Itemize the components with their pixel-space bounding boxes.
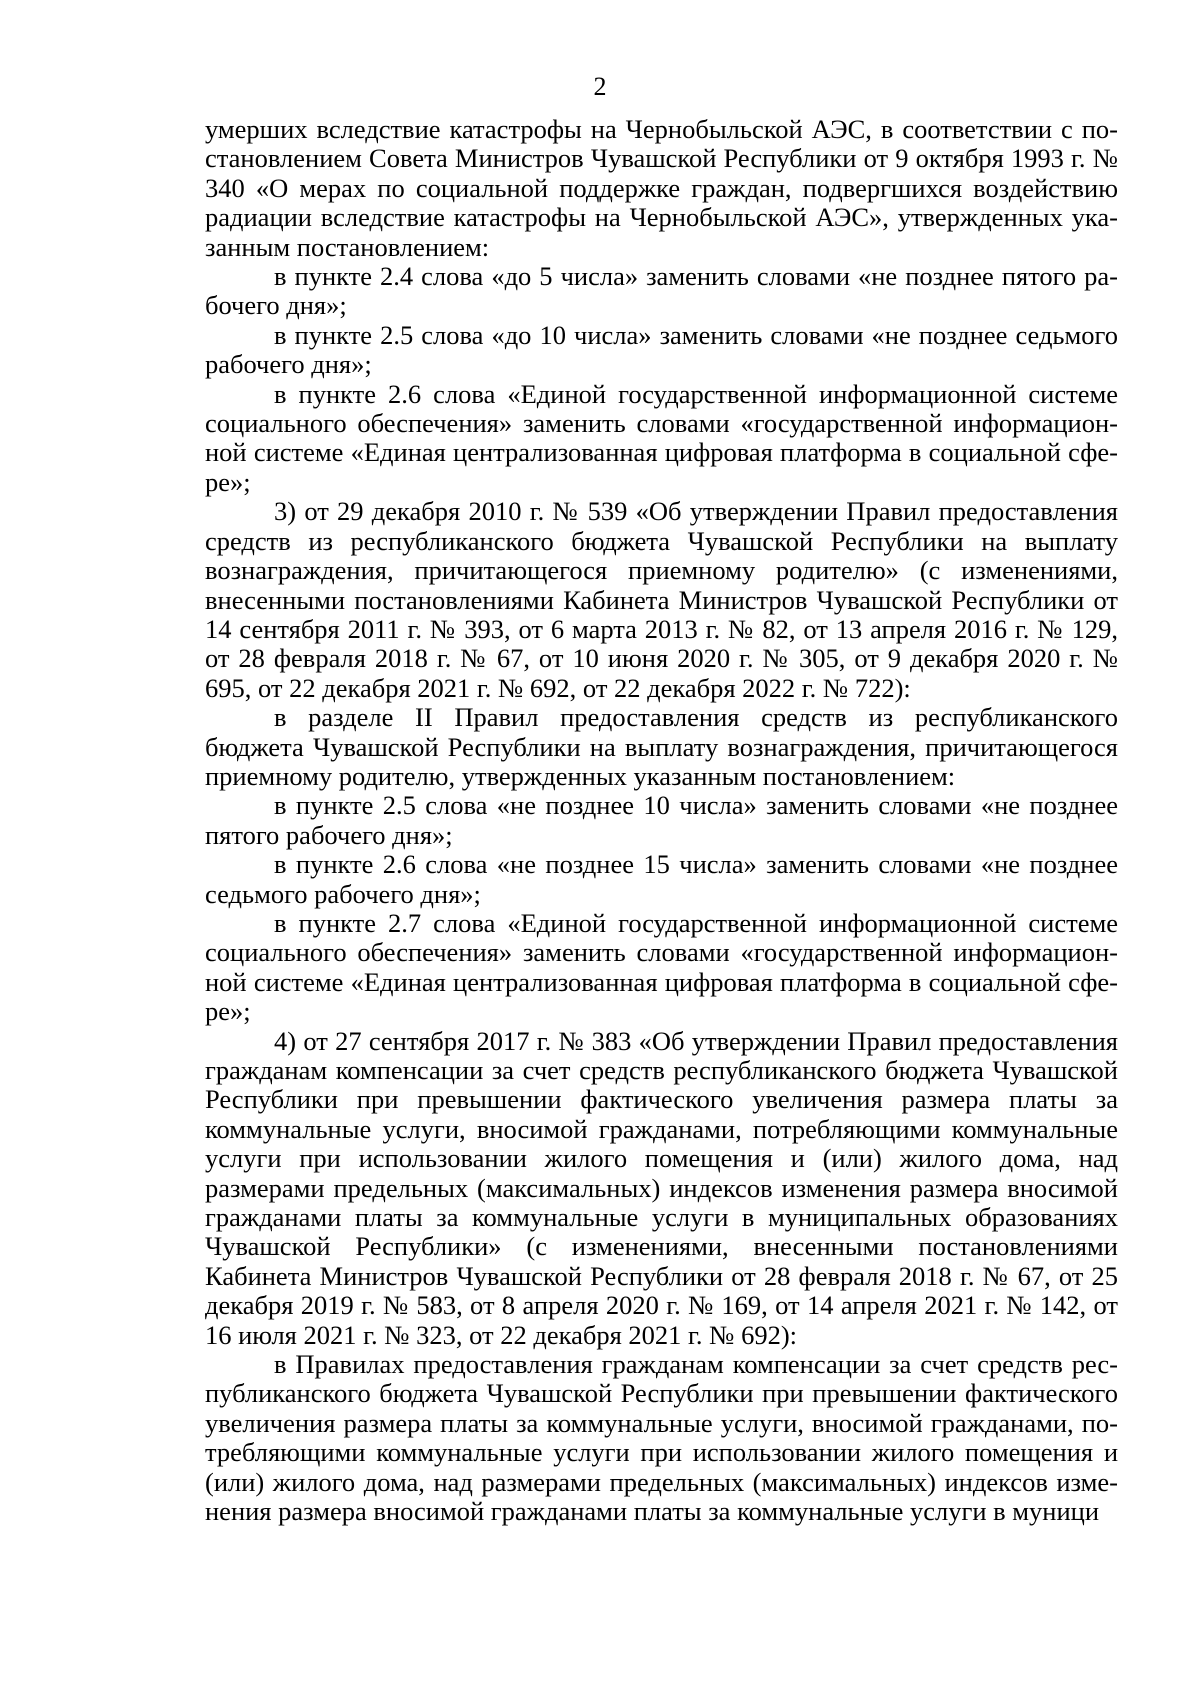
- paragraph-clause-4: 4) от 27 сентября 2017 г. № 383 «Об утверждении Правил предоставления гражданам компенсации за счет средств республиканского бюджета Чувашской Республики при превышении фактического увеличения размера платы за коммунальные услуги, вносимой гражданами, потребляющими коммунальные услуги при использовании жилого помещения и (или) жилого дома, над размерами предельных (максимальных) индексов изменения размера вносимой гражданами платы за коммунальные услуги в муниципальных образованиях Чувашской Республики» (с изменениями, внесенными постановлениями Кабинета Министров Чувашской Республики от 28 февраля 2018 г. № 67, от 25 декабря 2019 г. № 583, от 8 апреля 2020 г. № 169, от 14 апреля 2021 г. № 142, от 16 июля 2021 г. № 323, от 22 декабря 2021 г. № 692):: [205, 1025, 1118, 1350]
- paragraph-clause-3: 3) от 29 декабря 2010 г. № 539 «Об утверждении Правил предоставления средств из республиканского бюджета Чувашской Республики на выплату вознаграждения, причитающегося приемному родителю» (с изменениями, внесенными постановлениями Кабинета Министров Чувашской Республики от 14 сентября 2011 г. № 393, от 6 марта 2013 г. № 82, от 13 апреля 2016 г. № 129, от 28 февраля 2018 г. № 67, от 10 июня 2020 г. № 305, от 9 декабря 2020 г. № 695, от 22 декабря 2021 г. № 692, от 22 декабря 2022 г. № 722):: [205, 496, 1118, 703]
- paragraph-item-2-5: в пункте 2.5 слова «до 10 числа» заменить словами «не позднее седьмого рабочего дня»;: [205, 319, 1118, 380]
- paragraph-item-2-5-b: в пункте 2.5 слова «не позднее 10 числа» заменить словами «не позднее пятого рабочего дня»;: [205, 790, 1118, 850]
- paragraph-continuation: умерших вследствие катастрофы на Чернобыльской АЭС, в соответствии с постановлением Совета Министров Чувашской Республики от 9 октября 1993 г. № 340 «О мерах по социальной поддержке граждан, подвергшихся воздействию радиации вследствие катастрофы на Чернобыльской АЭС», утвержденных указанным постановлением:: [205, 114, 1118, 262]
- paragraph-item-2-6: в пункте 2.6 слова «Единой государственной информационной системе социального обеспечения» заменить словами «государственной информационной системе «Единая централизованная цифровая платформа в социальной сфере»;: [205, 378, 1118, 497]
- paragraph-item-2-6-b: в пункте 2.6 слова «не позднее 15 числа» заменить словами «не позднее седьмого рабочего дня»;: [205, 849, 1118, 909]
- page-number: 2: [593, 72, 607, 101]
- paragraph-item-2-4: в пункте 2.4 слова «до 5 числа» заменить словами «не позднее пятого рабочего дня»;: [205, 261, 1118, 321]
- document-body: [205, 115, 1118, 1527]
- paragraph-rules: в Правилах предоставления гражданам компенсации за счет средств республиканского бюджета Чувашской Республики при превышении фактического увеличения размера платы за коммунальные услуги, вносимой гражданами, потребляющими коммунальные услуги при использовании жилого помещения и (или) жилого дома, над размерами предельных (максимальных) индексов изменения размера вносимой гражданами платы за коммунальные услуги в муници: [205, 1349, 1118, 1527]
- paragraph-item-2-7: в пункте 2.7 слова «Единой государственной информационной системе социального обеспечения» заменить словами «государственной информационной системе «Единая централизованная цифровая платформа в социальной сфере»;: [205, 907, 1118, 1027]
- paragraph-section-ii: в разделе II Правил предоставления средств из республиканского бюджета Чувашской Республики на выплату вознаграждения, причитающегося приемному родителю, утвержденных указанным постановлением:: [205, 702, 1118, 791]
